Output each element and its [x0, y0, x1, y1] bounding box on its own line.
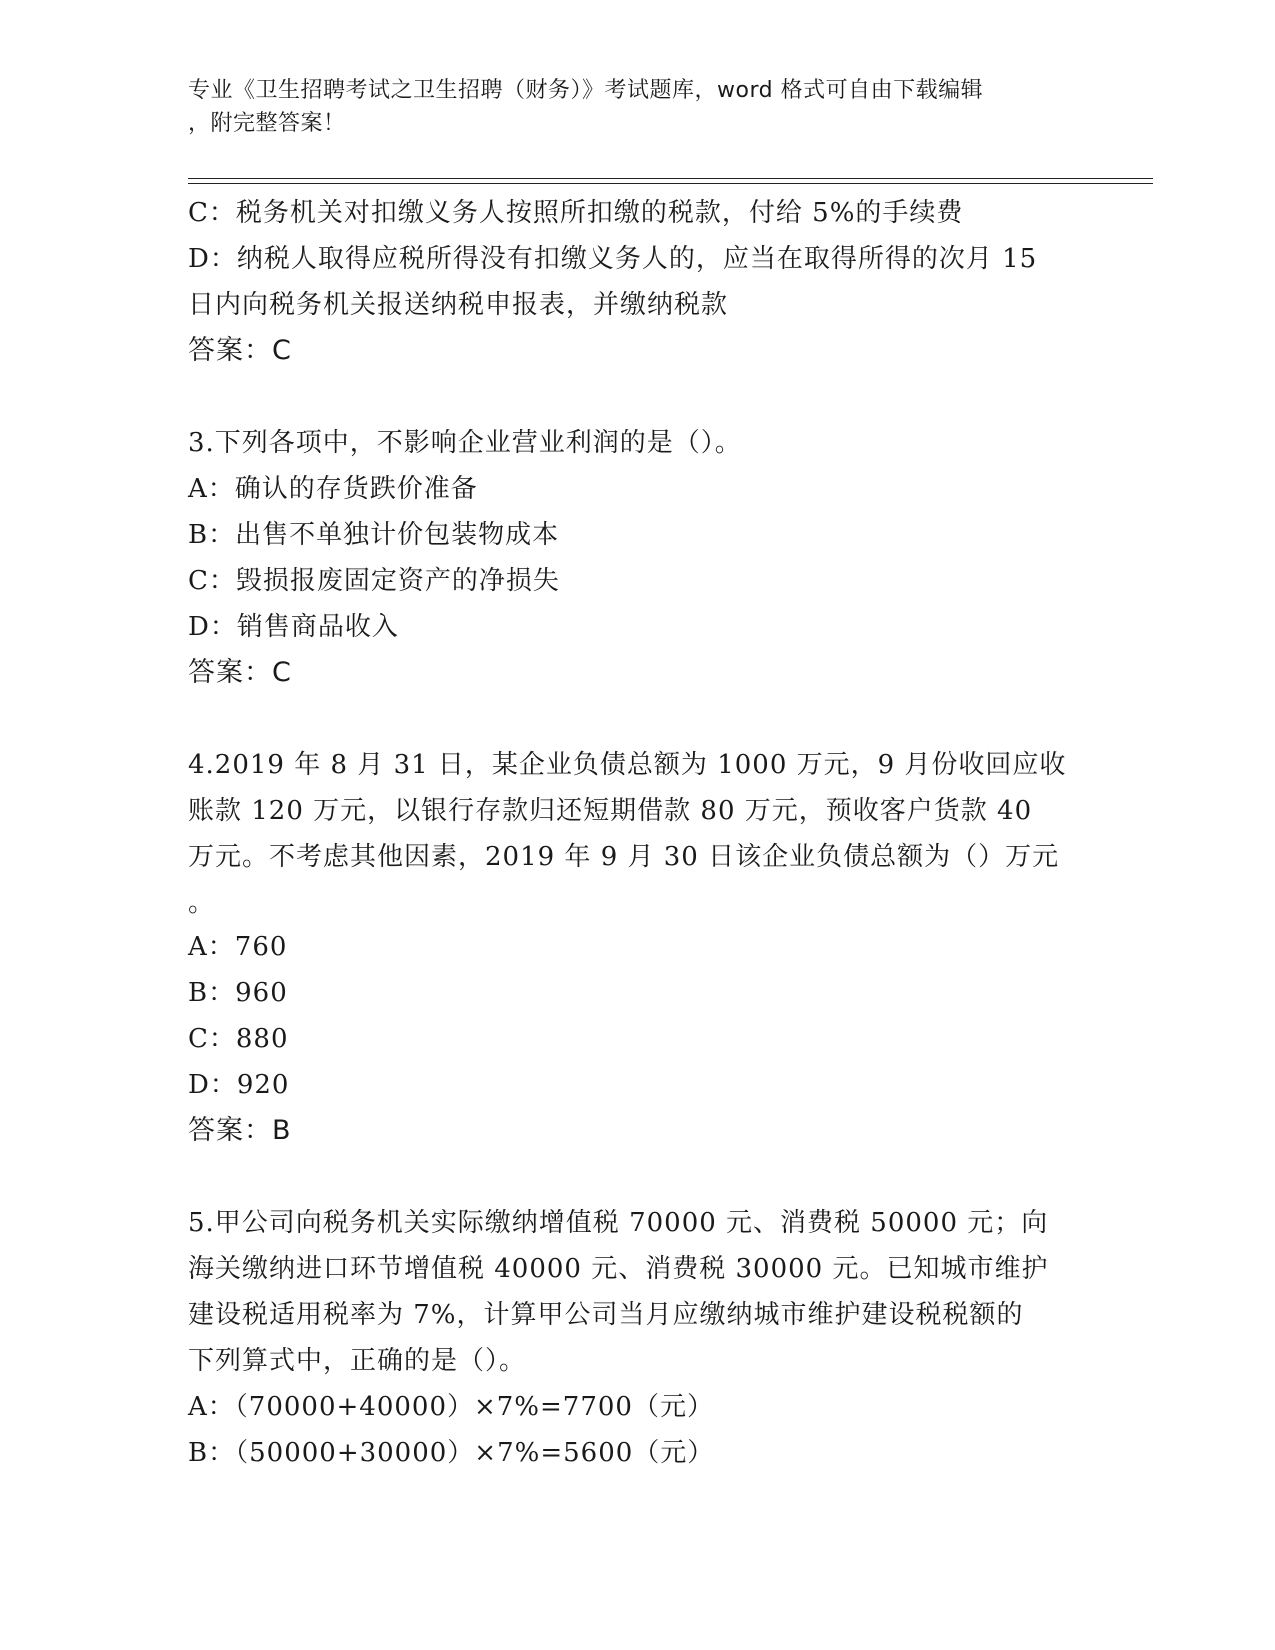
question-list — [188, 190, 1088, 1476]
question-stem-line-2: 账款 120 万元，以银行存款归还短期借款 80 万元，预收客户货款 40 — [188, 796, 1033, 826]
option-c: C：880 — [188, 1024, 289, 1054]
question-4 — [188, 742, 1088, 1154]
answer: 答案：C — [188, 335, 292, 366]
option-d: D：920 — [188, 1070, 290, 1100]
question-5 — [188, 1200, 1088, 1476]
answer: 答案：C — [188, 657, 292, 688]
question-stem-line-1: 4.2019 年 8 月 31 日，某企业负债总额为 1000 万元，9 月份收回应收 — [188, 750, 1067, 780]
header-line-2: ，附完整答案！ — [188, 111, 346, 136]
option-b: B：出售不单独计价包装物成本 — [188, 520, 560, 550]
question-stem-line-1: 5.甲公司向税务机关实际缴纳增值税 70000 元、消费税 50000 元；向 — [188, 1208, 1049, 1238]
option-b: B：（50000+30000）×7%=5600（元） — [188, 1438, 715, 1468]
question-3 — [188, 420, 1088, 696]
option-c: C：税务机关对扣缴义务人按照所扣缴的税款，付给 5%的手续费 — [188, 198, 964, 228]
spacer — [188, 1154, 1088, 1200]
option-d-line-1: D：纳税人取得应税所得没有扣缴义务人的，应当在取得所得的次月 15 — [188, 244, 1038, 274]
option-a: A：（70000+40000）×7%=7700（元） — [188, 1392, 714, 1422]
question-stem-line-3: 建设税适用税率为 7%，计算甲公司当月应缴纳城市维护建设税税额的 — [188, 1300, 1024, 1330]
header-divider-bottom — [188, 183, 1153, 184]
option-d-line-2: 日内向税务机关报送纳税申报表，并缴纳税款 — [188, 290, 729, 320]
spacer — [188, 374, 1088, 420]
document-header — [188, 74, 1088, 140]
question-stem: 3.下列各项中，不影响企业营业利润的是（）。 — [188, 428, 742, 458]
header-line-1: 专业《卫生招聘考试之卫生招聘（财务）》考试题库，word 格式可自由下载编辑 — [188, 78, 984, 103]
question-stem-line-4: 。 — [188, 888, 216, 918]
header-divider-top — [188, 178, 1153, 179]
option-c: C：毁损报废固定资产的净损失 — [188, 566, 560, 596]
spacer — [188, 696, 1088, 742]
question-stem-line-3: 万元。不考虑其他因素，2019 年 9 月 30 日该企业负债总额为（）万元 — [188, 842, 1060, 872]
question-stem-line-2: 海关缴纳进口环节增值税 40000 元、消费税 30000 元。已知城市维护 — [188, 1254, 1049, 1284]
option-d: D：销售商品收入 — [188, 612, 399, 642]
question-stem-line-4: 下列算式中，正确的是（）。 — [188, 1346, 527, 1376]
question-2-tail — [188, 190, 1088, 374]
option-b: B：960 — [188, 978, 288, 1008]
option-a: A：760 — [188, 932, 288, 962]
option-a: A：确认的存货跌价准备 — [188, 474, 478, 504]
answer: 答案：B — [188, 1115, 292, 1146]
